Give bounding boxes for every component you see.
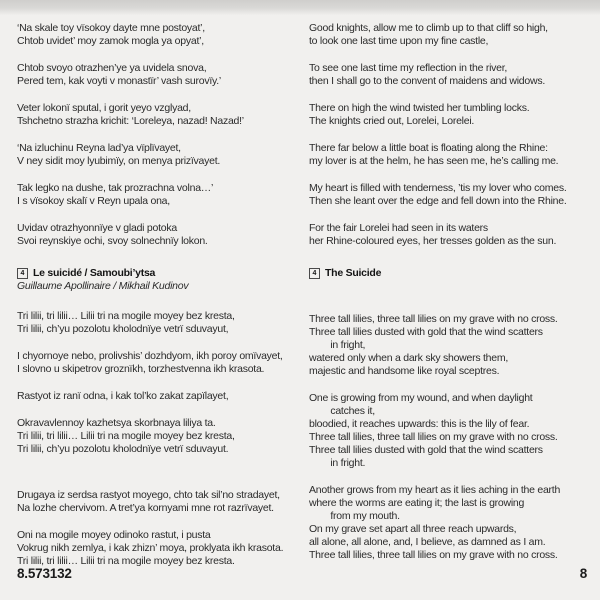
stanza (17, 489, 307, 515)
song-heading-line (17, 267, 307, 280)
stanza (309, 222, 591, 248)
lyric-line: Then she leant over the edge and fell down into the Rhine. (309, 195, 567, 207)
lyric-line: Chtob uvidet’ moy zamok mogla ya opyat’, (17, 35, 204, 47)
lyric-line: my lover is at the helm, he has seen me, he’s calling me. (309, 155, 559, 167)
lyric-line: ‘Na izluchinu Reyna lad’ya vïplïvayet, (17, 142, 181, 154)
lyric-line: On my grave set apart all three reach upwards, (309, 523, 517, 535)
lyric-line: Chtob svoyo otrazhen’ye ya uvidela snova, (17, 62, 207, 74)
lyric-line: Veter lokonï sputal, i gorit yeyo vzglyad, (17, 102, 191, 114)
lyric-line: in fright, (309, 339, 366, 351)
lyric-line: then I shall go to the convent of maidens and widows. (309, 75, 545, 87)
lyric-line: to look one last time upon my fine castle, (309, 35, 489, 47)
lyric-line: bloodied, it reaches upwards: this is the lily of fear. (309, 418, 530, 430)
page-bottom-edge-shading (0, 0, 600, 16)
author-credit: Guillaume Apollinaire / Mikhail Kudinov (17, 280, 189, 292)
lyric-line: Three tall lilies, three tall lilies on my grave with no cross. (309, 549, 558, 561)
lyric-line: Tri lilii, tri lilii… Lilii tri na mogile moyey bez kresta, (17, 310, 235, 322)
stanza (309, 313, 591, 378)
lyric-line: The knights cried out, Lorelei, Lorelei. (309, 115, 475, 127)
page-number: 8 (579, 566, 587, 581)
stanza (309, 182, 591, 208)
lyric-line: from my mouth. (309, 510, 400, 522)
lyric-line: I s vïsokoy skalï v Reyn upala ona, (17, 195, 170, 207)
stanza (17, 182, 307, 208)
lyric-line: Three tall lilies dusted with gold that the wind scatters (309, 326, 543, 338)
stanza (17, 390, 307, 403)
lyric-line: There far below a little boat is floating along the Rhine: (309, 142, 548, 154)
stanza (17, 417, 307, 456)
lyric-line: Tri lilii, tri lilii… Lilii tri na mogile moyey bez kresta, (17, 430, 235, 442)
lyric-line: Pered tem, kak voyti v monastïr’ vash surovïy.’ (17, 75, 221, 87)
lyric-line: Three tall lilies, three tall lilies on my grave with no cross. (309, 313, 558, 325)
lyric-line: There on high the wind twisted her tumbling locks. (309, 102, 530, 114)
lyric-line: ‘Na skale toy vïsokoy dayte mne postoyat’, (17, 22, 205, 34)
stanza (17, 350, 307, 376)
lyric-line: My heart is filled with tenderness, ’tis my lover who comes. (309, 182, 567, 194)
lyric-line: Tri lilii, ch’yu pozolotu kholodnïye vetrï sduvayut. (17, 443, 229, 455)
song-title: The Suicide (325, 267, 382, 279)
lyric-line: Tri lilii, ch’yu pozolotu kholodnïye vetrï sduvayut, (17, 323, 229, 335)
lyric-line: watered only when a dark sky showers them, (309, 352, 509, 364)
stanza (17, 22, 307, 48)
stanza (17, 529, 307, 568)
lyric-line: Uvidav otrazhyonnïye v gladi potoka (17, 222, 177, 234)
lyric-line: V ney sidit moy lyubimïy, on menya prizïvayet. (17, 155, 221, 167)
stanza (309, 62, 591, 88)
lyric-line: all alone, all alone, and, I believe, as damned as I am. (309, 536, 546, 548)
lyric-line: I chyornoye nebo, prolivshis’ dozhdyom, ikh poroy omïvayet, (17, 350, 283, 362)
lyric-line: Drugaya iz serdsa rastyot moyego, chto tak sil’no stradayet, (17, 489, 280, 501)
lyric-line: One is growing from my wound, and when daylight (309, 392, 533, 404)
song-heading (17, 267, 307, 293)
lyric-line: where the worms are eating it; the last is growing (309, 497, 525, 509)
stanza (309, 22, 591, 48)
stanza (309, 484, 591, 562)
lyric-line: Svoi reynskiye ochi, svoy solnechnïy lokon. (17, 235, 208, 247)
stanza (17, 222, 307, 248)
lyric-line: Three tall lilies, three tall lilies on my grave with no cross. (309, 431, 558, 443)
lyric-line: To see one last time my reflection in the river, (309, 62, 508, 74)
lyric-line: majestic and handsome like royal sceptres. (309, 365, 500, 377)
track-number-icon: 4 (309, 268, 320, 279)
stanza (17, 102, 307, 128)
stanza (309, 102, 591, 128)
lyric-line: Vokrug nikh zemlya, i kak zhizn’ moya, proklyata ikh krasota. (17, 542, 284, 554)
lyric-line: Good knights, allow me to climb up to that cliff so high, (309, 22, 548, 34)
track-number-icon: 4 (17, 268, 28, 279)
lyric-line: Rastyot iz ranï odna, i kak tol’ko zakat zapïlayet, (17, 390, 229, 402)
lyric-line: Na lozhe chervivom. A tret’ya kornyami mne rot razrïvayet. (17, 502, 274, 514)
stanza (17, 142, 307, 168)
stanza (17, 310, 307, 336)
lyric-line: in fright. (309, 457, 366, 469)
catalog-number: 8.573132 (17, 566, 72, 581)
page-top-edge-shading (0, 0, 600, 15)
lyric-line: Another grows from my heart as it lies aching in the earth (309, 484, 561, 496)
lyric-line: catches it, (309, 405, 375, 417)
song-title: Le suicidé / Samoubi’ytsa (33, 267, 156, 279)
lyric-line: Oni na mogile moyey odinoko rastut, i pusta (17, 529, 211, 541)
lyric-line: Tshchetno strazha krichit: ‘Loreleya, nazad! Nazad!’ (17, 115, 244, 127)
lyric-line: Tak legko na dushe, tak prozrachna volna…’ (17, 182, 214, 194)
stanza (309, 142, 591, 168)
stanza (17, 62, 307, 88)
lyric-line: her Rhine-coloured eyes, her tresses golden as the sun. (309, 235, 557, 247)
left-column-russian-transliteration (17, 22, 307, 582)
lyric-line: Three tall lilies dusted with gold that the wind scatters (309, 444, 543, 456)
lyric-line: Okravavlennoy kazhetsya skorbnaya liliya ta. (17, 417, 216, 429)
lyric-line: Tri lilii, tri lilii… Lilii tri na mogile moyey bez kresta. (17, 555, 235, 567)
song-heading-line (309, 267, 591, 280)
lyric-line: For the fair Lorelei had seen in its waters (309, 222, 488, 234)
page-footer (17, 566, 587, 581)
right-column-english-translation (309, 22, 591, 576)
lyric-line: I slovno u skipetrov groznïkh, torzhestvenna ikh krasota. (17, 363, 265, 375)
song-heading (309, 267, 591, 280)
stanza (309, 392, 591, 470)
